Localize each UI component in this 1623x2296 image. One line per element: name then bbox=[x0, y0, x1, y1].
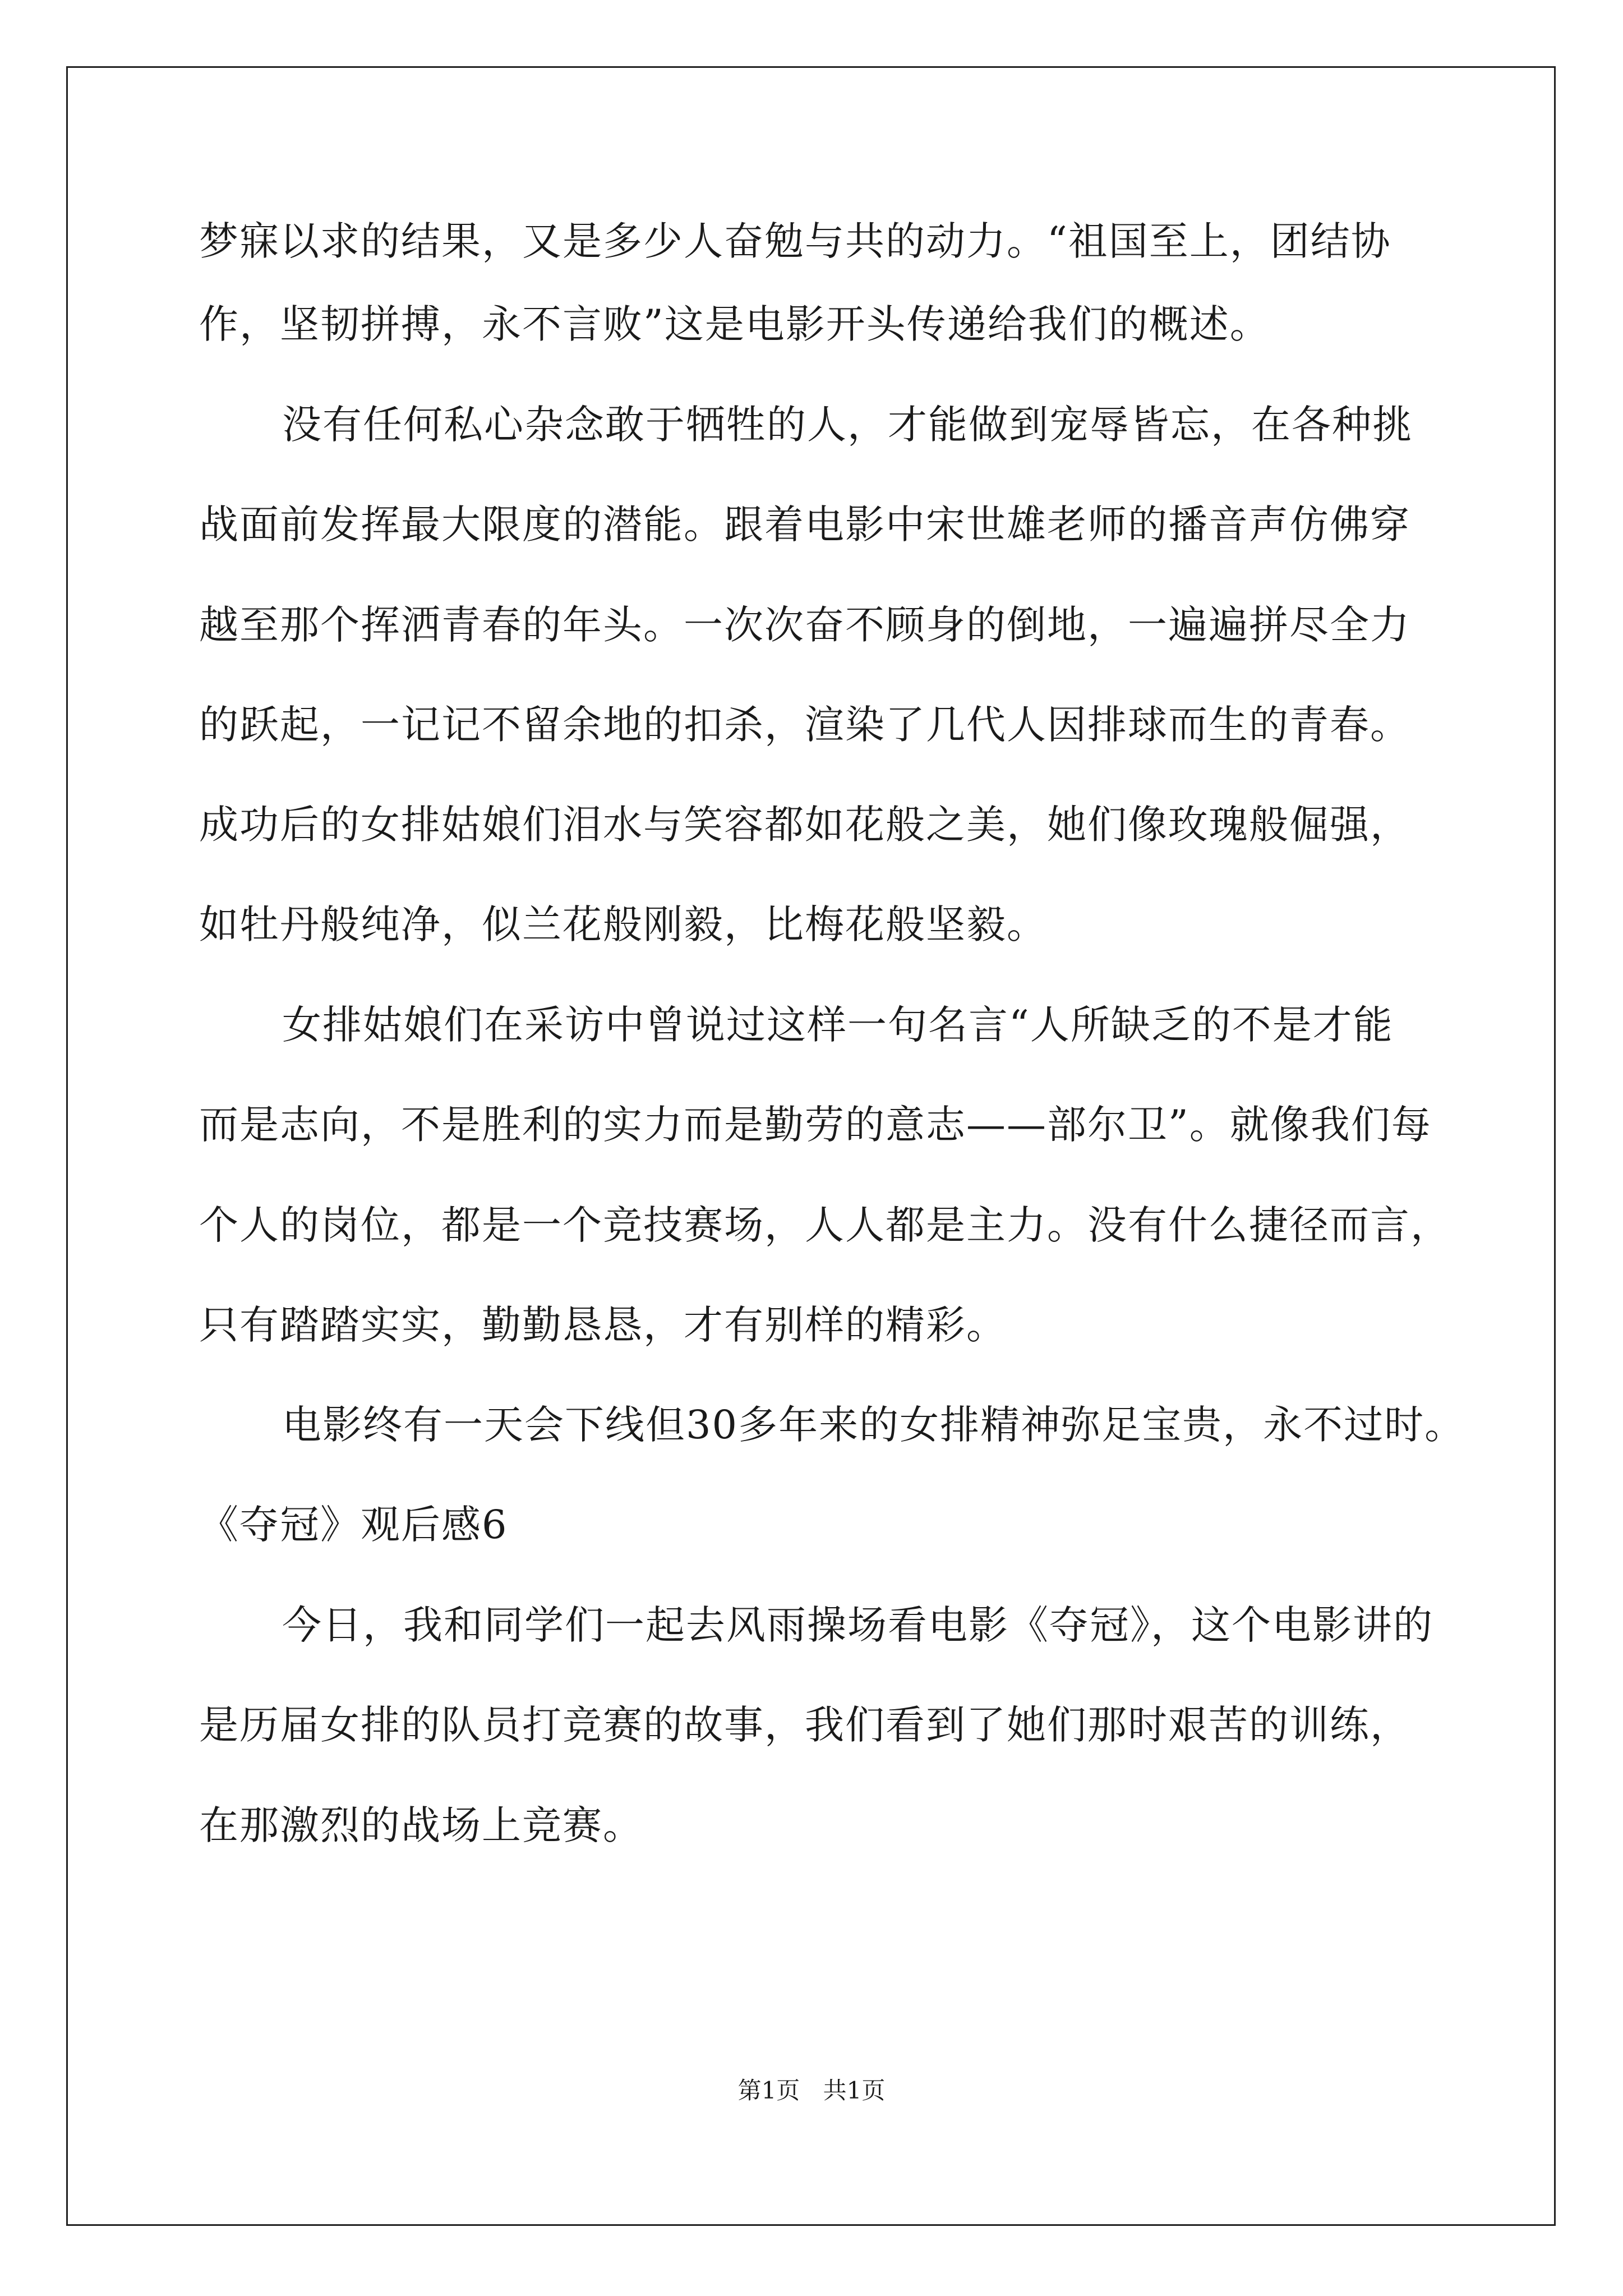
section-title: 《夺冠》观后感6 bbox=[199, 1502, 508, 1548]
paragraph-start-line: 女排姑娘们在采访中曾说过这样一句名言“人所缺乏的不是才能 bbox=[282, 1002, 1394, 1048]
text-line: 如牡丹般纯净，似兰花般刚毅，比梅花般坚毅。 bbox=[199, 901, 1047, 947]
text-line: 在那激烈的战场上竞赛。 bbox=[199, 1802, 643, 1848]
text-line: 成功后的女排姑娘们泪水与笑容都如花般之美，她们像玫瑰般倔强， bbox=[199, 802, 1410, 848]
text-line: 是历届女排的队员打竞赛的故事，我们看到了她们那时艰苦的训练， bbox=[199, 1702, 1410, 1748]
text-line: 的跃起，一记记不留余地的扣杀，渲染了几代人因排球而生的青春。 bbox=[199, 702, 1410, 748]
paragraph-start-line: 电影终有一天会下线但30多年来的女排精神弥足宝贵，永不过时。 bbox=[282, 1402, 1465, 1448]
text-line: 战面前发挥最大限度的潜能。跟着电影中宋世雄老师的播音声仿佛穿 bbox=[199, 501, 1410, 547]
paragraph-start-line: 今日，我和同学们一起去风雨操场看电影《夺冠》，这个电影讲的 bbox=[282, 1602, 1433, 1648]
page-total: 共1页 bbox=[823, 2077, 886, 2104]
text-line: 越至那个挥洒青春的年头。一次次奋不顾身的倒地，一遍遍拼尽全力 bbox=[199, 602, 1410, 648]
text-line: 只有踏踏实实，勤勤恳恳，才有别样的精彩。 bbox=[199, 1302, 1007, 1348]
text-line: 而是志向，不是胜利的实力而是勤劳的意志——部尔卫”。就像我们每 bbox=[199, 1102, 1432, 1148]
text-line: 个人的岗位，都是一个竞技赛场，人人都是主力。没有什么捷径而言， bbox=[199, 1202, 1451, 1248]
paragraph-start-line: 没有任何私心杂念敢于牺牲的人，才能做到宠辱皆忘，在各种挑 bbox=[282, 402, 1413, 448]
page-footer bbox=[0, 2077, 1623, 2105]
page-number: 第1页 bbox=[737, 2077, 800, 2104]
text-line: 梦寐以求的结果，又是多少人奋勉与共的动力。“祖国至上，团结协 bbox=[199, 218, 1391, 264]
text-line: 作，坚韧拼搏，永不言败”这是电影开头传递给我们的概述。 bbox=[199, 301, 1270, 347]
